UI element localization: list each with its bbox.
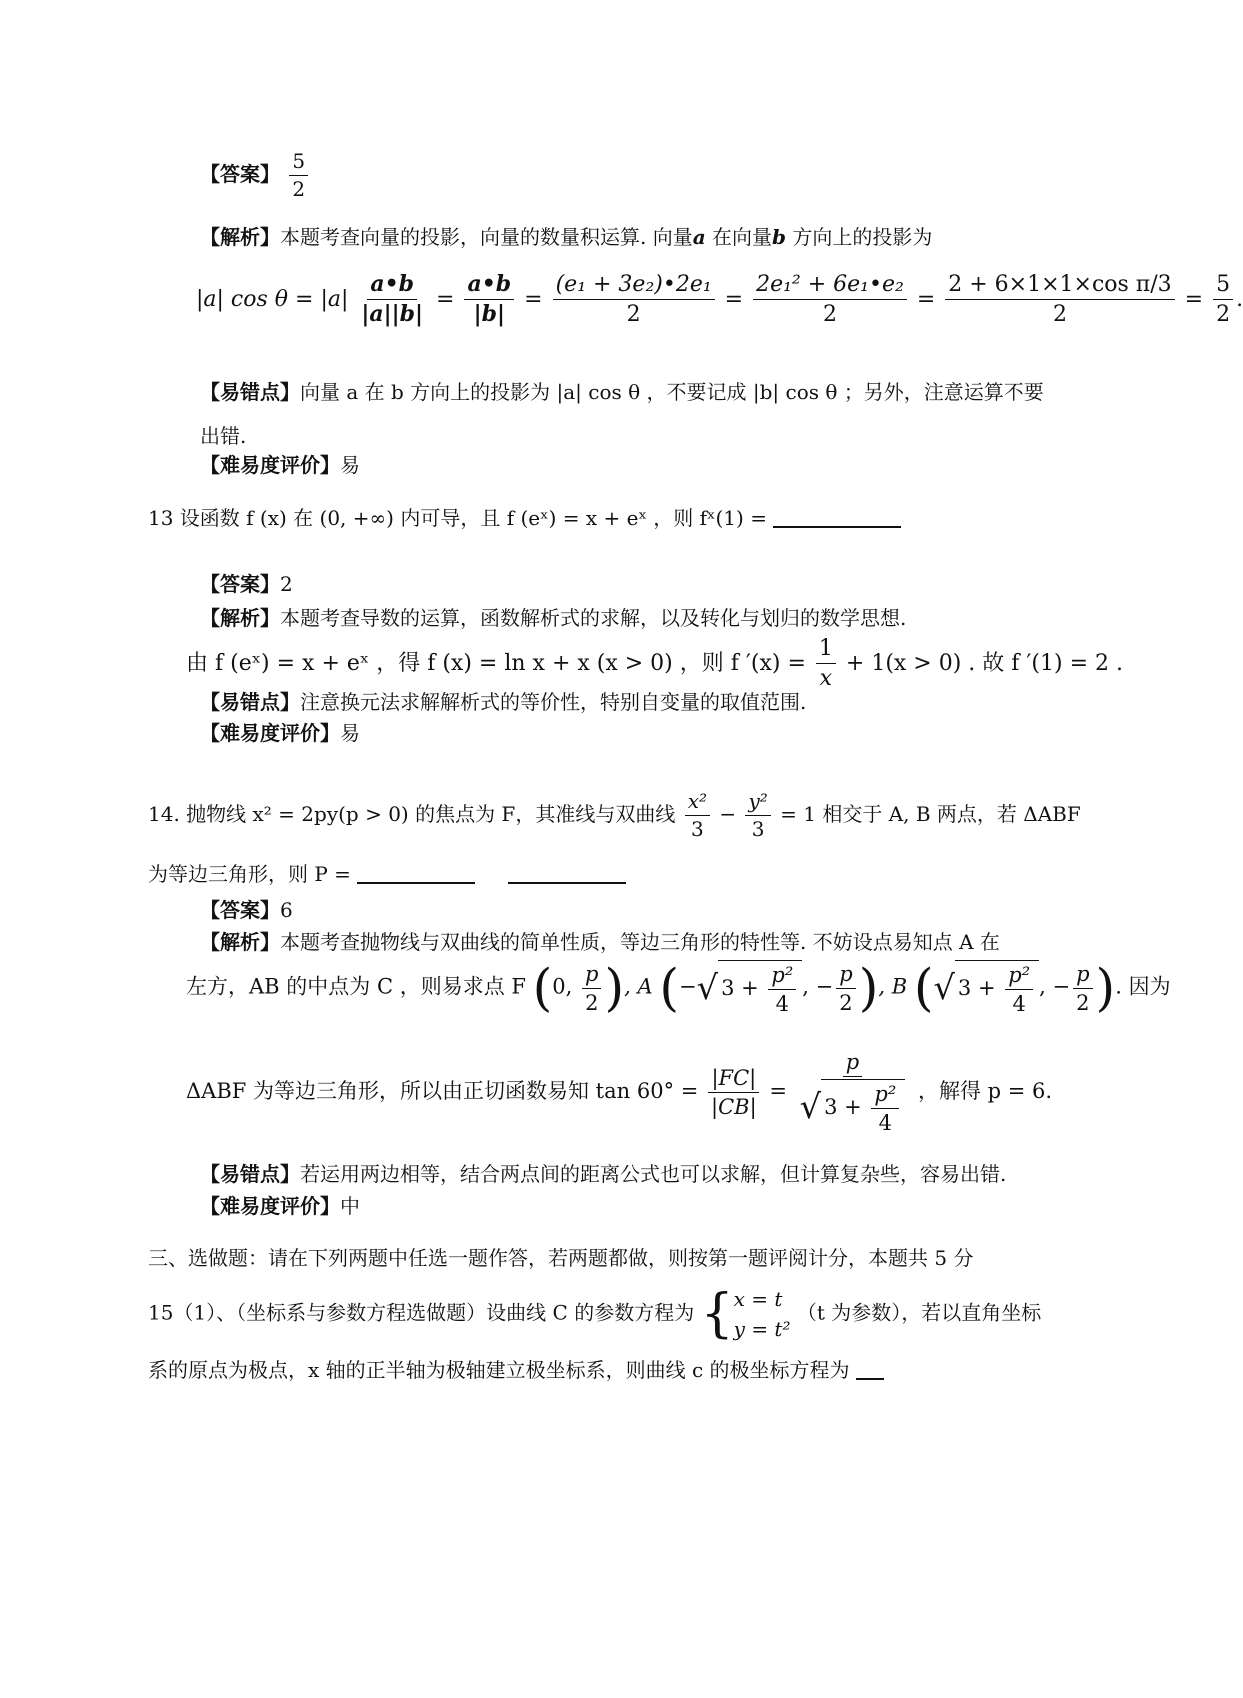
q14-analysis: 【解析】本题考查抛物线与双曲线的简单性质，等边三角形的特性等. 不妨设点易知点 A 在 — [200, 930, 1000, 954]
q13-analysis: 【解析】本题考查导数的运算，函数解析式的求解，以及转化与划归的数学思想. — [200, 606, 907, 630]
q12-pitfall: 【易错点】向量 a 在 b 方向上的投影为 |a| cos θ ，不要记成 |b| cos θ ；另外，注意运算不要 — [200, 380, 1044, 404]
answer-blank-2[interactable] — [508, 862, 626, 884]
q14-tangent: ΔABF 为等边三角形，所以由正切函数易知 tan 60° = $\frac{|FC|}{|CB|}$ = p √ 3 + $\frac{\text{p²}}{4}$ ，解得 p = 6. — [186, 1050, 1053, 1136]
analysis-label: 【解析】 — [200, 225, 280, 249]
q12-pitfall-cont: 出错. — [200, 424, 247, 448]
q15-question-cont: 系的原点为极点，x 轴的正半轴为极轴建立极坐标系，则曲线 c 的极坐标方程为 — [148, 1358, 884, 1382]
answer-label: 【答案】 — [200, 572, 280, 596]
q12-answer — [200, 150, 311, 201]
section3-heading: 三、选做题：请在下列两题中任选一题作答，若两题都做，则按第一题评阅计分，本题共 5 分 — [148, 1246, 974, 1270]
answer-fraction: $\frac{5}{2}$ — [289, 150, 308, 201]
q12-analysis: 【解析】本题考查向量的投影，向量的数量积运算. 向量a 在向量b 方向上的投影为 — [200, 225, 933, 249]
q12-projection-formula: |a| cos θ = |a| $\frac{a•b}{|a||b|}$ = $\frac{a•b}{|b|}$ = $\frac{\text{(e₁ + 3e₂)•2e₁}}{2}$ = $\frac{\text{2e₁² + 6e₁•e₂}}{2}$ = $\frac{\text{2 + 6×1×1×cos π/3}}{2}$ = $\frac{5}{2}$ . — [196, 271, 1243, 328]
q14-difficulty: 【难易度评价】中 — [200, 1194, 360, 1218]
answer-label: 【答案】 — [200, 898, 280, 922]
answer-blank[interactable] — [357, 862, 475, 884]
q15-question: 15（1）、（坐标系与参数方程选做题）设曲线 C 的参数方程为 { x = t y = t² （t 为参数），若以直角坐标 — [148, 1284, 1042, 1344]
pitfall-label: 【易错点】 — [200, 380, 300, 404]
q13-derivation: 由 f (eˣ) = x + eˣ ，得 f (x) = ln x + x (x > 0) ，则 f ′(x) = $\frac{1}{x}$ + 1(x > 0) . 故 f ′(1) = 2 . — [186, 636, 1123, 692]
difficulty-label: 【难易度评价】 — [200, 453, 340, 477]
difficulty-label: 【难易度评价】 — [200, 1194, 340, 1218]
q12-difficulty: 【难易度评价】易 — [200, 453, 360, 477]
q14-question: 14. 抛物线 x² = 2py(p > 0) 的焦点为 F，其准线与双曲线 $\frac{\text{x²}}{3}$ − $\frac{\text{y²}}{3}$ = 1 相交于 A, B 两点，若 ΔABF — [148, 789, 1081, 841]
parametric-cases: x = t y = t² — [733, 1287, 791, 1341]
q13-answer: 【答案】2 — [200, 572, 293, 596]
difficulty-label: 【难易度评价】 — [200, 721, 340, 745]
analysis-label: 【解析】 — [200, 606, 280, 630]
pitfall-label: 【易错点】 — [200, 690, 300, 714]
pitfall-label: 【易错点】 — [200, 1162, 300, 1186]
q14-pitfall: 【易错点】若运用两边相等，结合两点间的距离公式也可以求解，但计算复杂些，容易出错. — [200, 1162, 1007, 1186]
q14-points: 左方，AB 的中点为 C ，则易求点 F (0, $\frac{p}{2}$ ), A (− √ 3 + $\frac{\text{p²}}{4}$ , − $\frac{p}{2}$ ), B ( √ 3 + $\frac{\text{p²}}{4}$ , − $\frac{p}{2}$ ). 因为 — [186, 957, 1171, 1017]
q13-pitfall: 【易错点】注意换元法求解解析式的等价性，特别自变量的取值范围. — [200, 690, 807, 714]
q13-difficulty: 【难易度评价】易 — [200, 721, 360, 745]
answer-label: 【答案】 — [200, 162, 280, 186]
q13-question: 13 设函数 f (x) 在 (0, +∞) 内可导，且 f (eˣ) = x + eˣ ，则 fˣ(1) = — [148, 506, 901, 530]
analysis-label: 【解析】 — [200, 930, 280, 954]
answer-blank[interactable] — [856, 1358, 884, 1380]
q14-question-cont: 为等边三角形，则 P = — [148, 862, 626, 886]
answer-blank[interactable] — [773, 506, 901, 528]
q14-answer: 【答案】6 — [200, 898, 293, 922]
